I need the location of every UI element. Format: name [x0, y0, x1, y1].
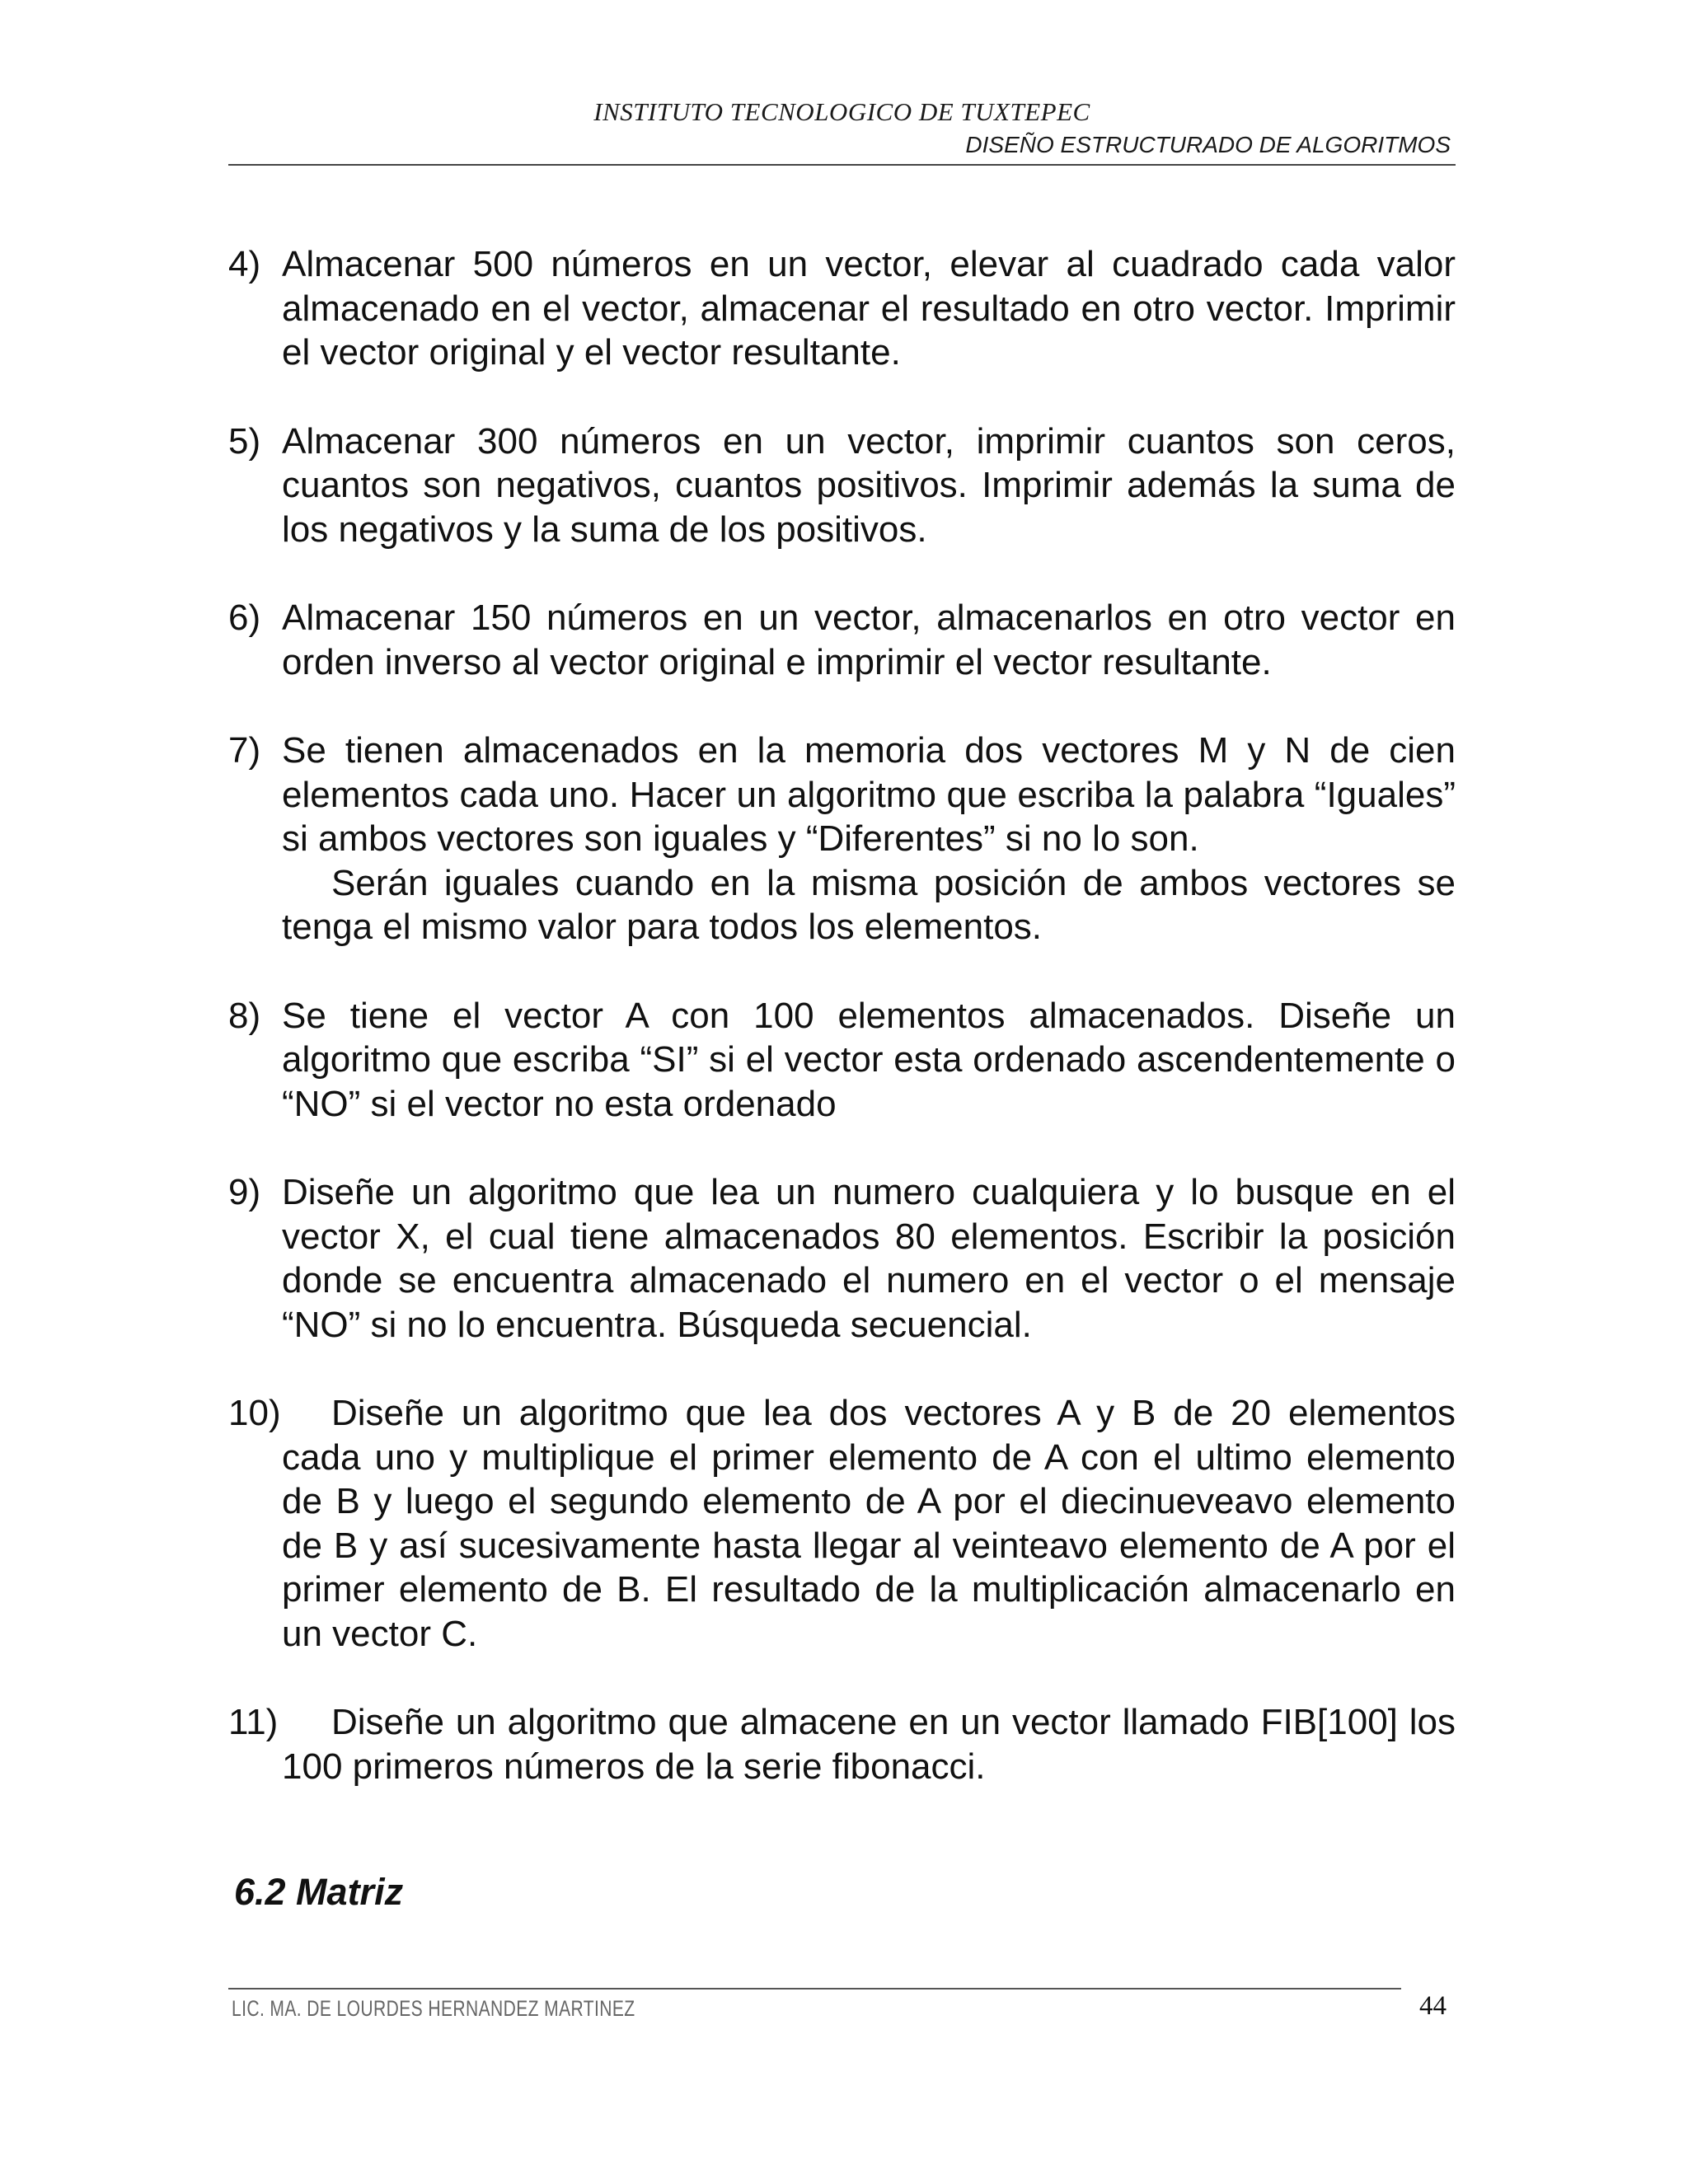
header-institute-name: INSTITUTO TECNOLOGICO DE TUXTEPEC: [593, 97, 1090, 126]
exercise-text: Diseñe un algoritmo que almacene en un vector llamado FIB[100] los 100 primeros números de la serie fibonacci.: [282, 1702, 1456, 1787]
header-course-title: DISEÑO ESTRUCTURADO DE ALGORITMOS: [965, 132, 1451, 157]
exercise-item-5: [228, 419, 1456, 552]
exercise-text-continued: Serán iguales cuando en la misma posición de ambos vectores se tenga el mismo valor para todos los elementos.: [282, 862, 1456, 947]
exercise-text-wrapper: [228, 1391, 1456, 1656]
exercise-number: 5): [228, 420, 261, 462]
exercise-number: 9): [228, 1172, 261, 1212]
page-number: 44: [1419, 1991, 1447, 2021]
exercise-text: Almacenar 500 números en un vector, elevar al cuadrado cada valor almacenado en el vector, almacenar el resultado en otro vector. Imprimir el vector original y el vector resultante.: [282, 244, 1456, 373]
exercise-number: 6): [228, 598, 261, 638]
exercise-text: Almacenar 300 números en un vector, imprimir cuantos son ceros, cuantos son negativos, cuantos positivos. Imprimir además la suma de los negativos y la suma de los positivos.: [282, 420, 1456, 550]
exercise-number: 10): [228, 1393, 281, 1433]
exercise-text: Se tiene el vector A con 100 elementos almacenados. Diseñe un algoritmo que escriba “SI” si el vector esta ordenado ascendentemente o “NO” si el vector no esta ordenado: [282, 995, 1456, 1124]
exercise-item-8: [228, 994, 1456, 1127]
exercise-number: 8): [228, 995, 261, 1036]
exercise-item-11: [228, 1700, 1456, 1788]
exercise-list: [228, 242, 1456, 1833]
exercise-number: 7): [228, 730, 261, 771]
exercise-text-wrapper: [228, 1700, 1456, 1788]
exercise-item-9: [228, 1170, 1456, 1347]
footer-author: LIC. MA. DE LOURDES HERNANDEZ MARTINEZ: [232, 1996, 635, 2021]
exercise-item-7: [228, 729, 1456, 949]
header-divider: [228, 164, 1456, 166]
exercise-text: Diseñe un algoritmo que lea dos vectores A y B de 20 elementos cada uno y multiplique el primer elemento de A con el ultimo elemento de B y luego el segundo elemento de A por el diecinueveavo elemento de B y así sucesivamente hasta llegar al veinteavo elemento de A por el primer elemento de B. El resultado de la multiplicación almacenarlo en un vector C.: [282, 1393, 1456, 1654]
exercise-text: Diseñe un algoritmo que lea un numero cualquiera y lo busque en el vector X, el cual tiene almacenados 80 elementos. Escribir la posición donde se encuentra almacenado el numero en el vector o el mensaje “NO” si no lo encuentra. Búsqueda secuencial.: [282, 1172, 1456, 1345]
section-heading: 6.2 Matriz: [234, 1871, 404, 1913]
exercise-item-10: [228, 1391, 1456, 1656]
footer-divider: [228, 1988, 1401, 1990]
exercise-item-6: [228, 596, 1456, 684]
exercise-number: 4): [228, 244, 261, 284]
exercise-text: Almacenar 150 números en un vector, almacenarlos en otro vector en orden inverso al vector original e imprimir el vector resultante.: [282, 598, 1456, 682]
exercise-item-4: [228, 242, 1456, 375]
exercise-number: 11): [228, 1702, 279, 1742]
exercise-text: Se tienen almacenados en la memoria dos vectores M y N de cien elementos cada uno. Hacer un algoritmo que escriba la palabra “Iguales” si ambos vectores son iguales y “Diferentes” si no lo son.: [282, 730, 1456, 859]
